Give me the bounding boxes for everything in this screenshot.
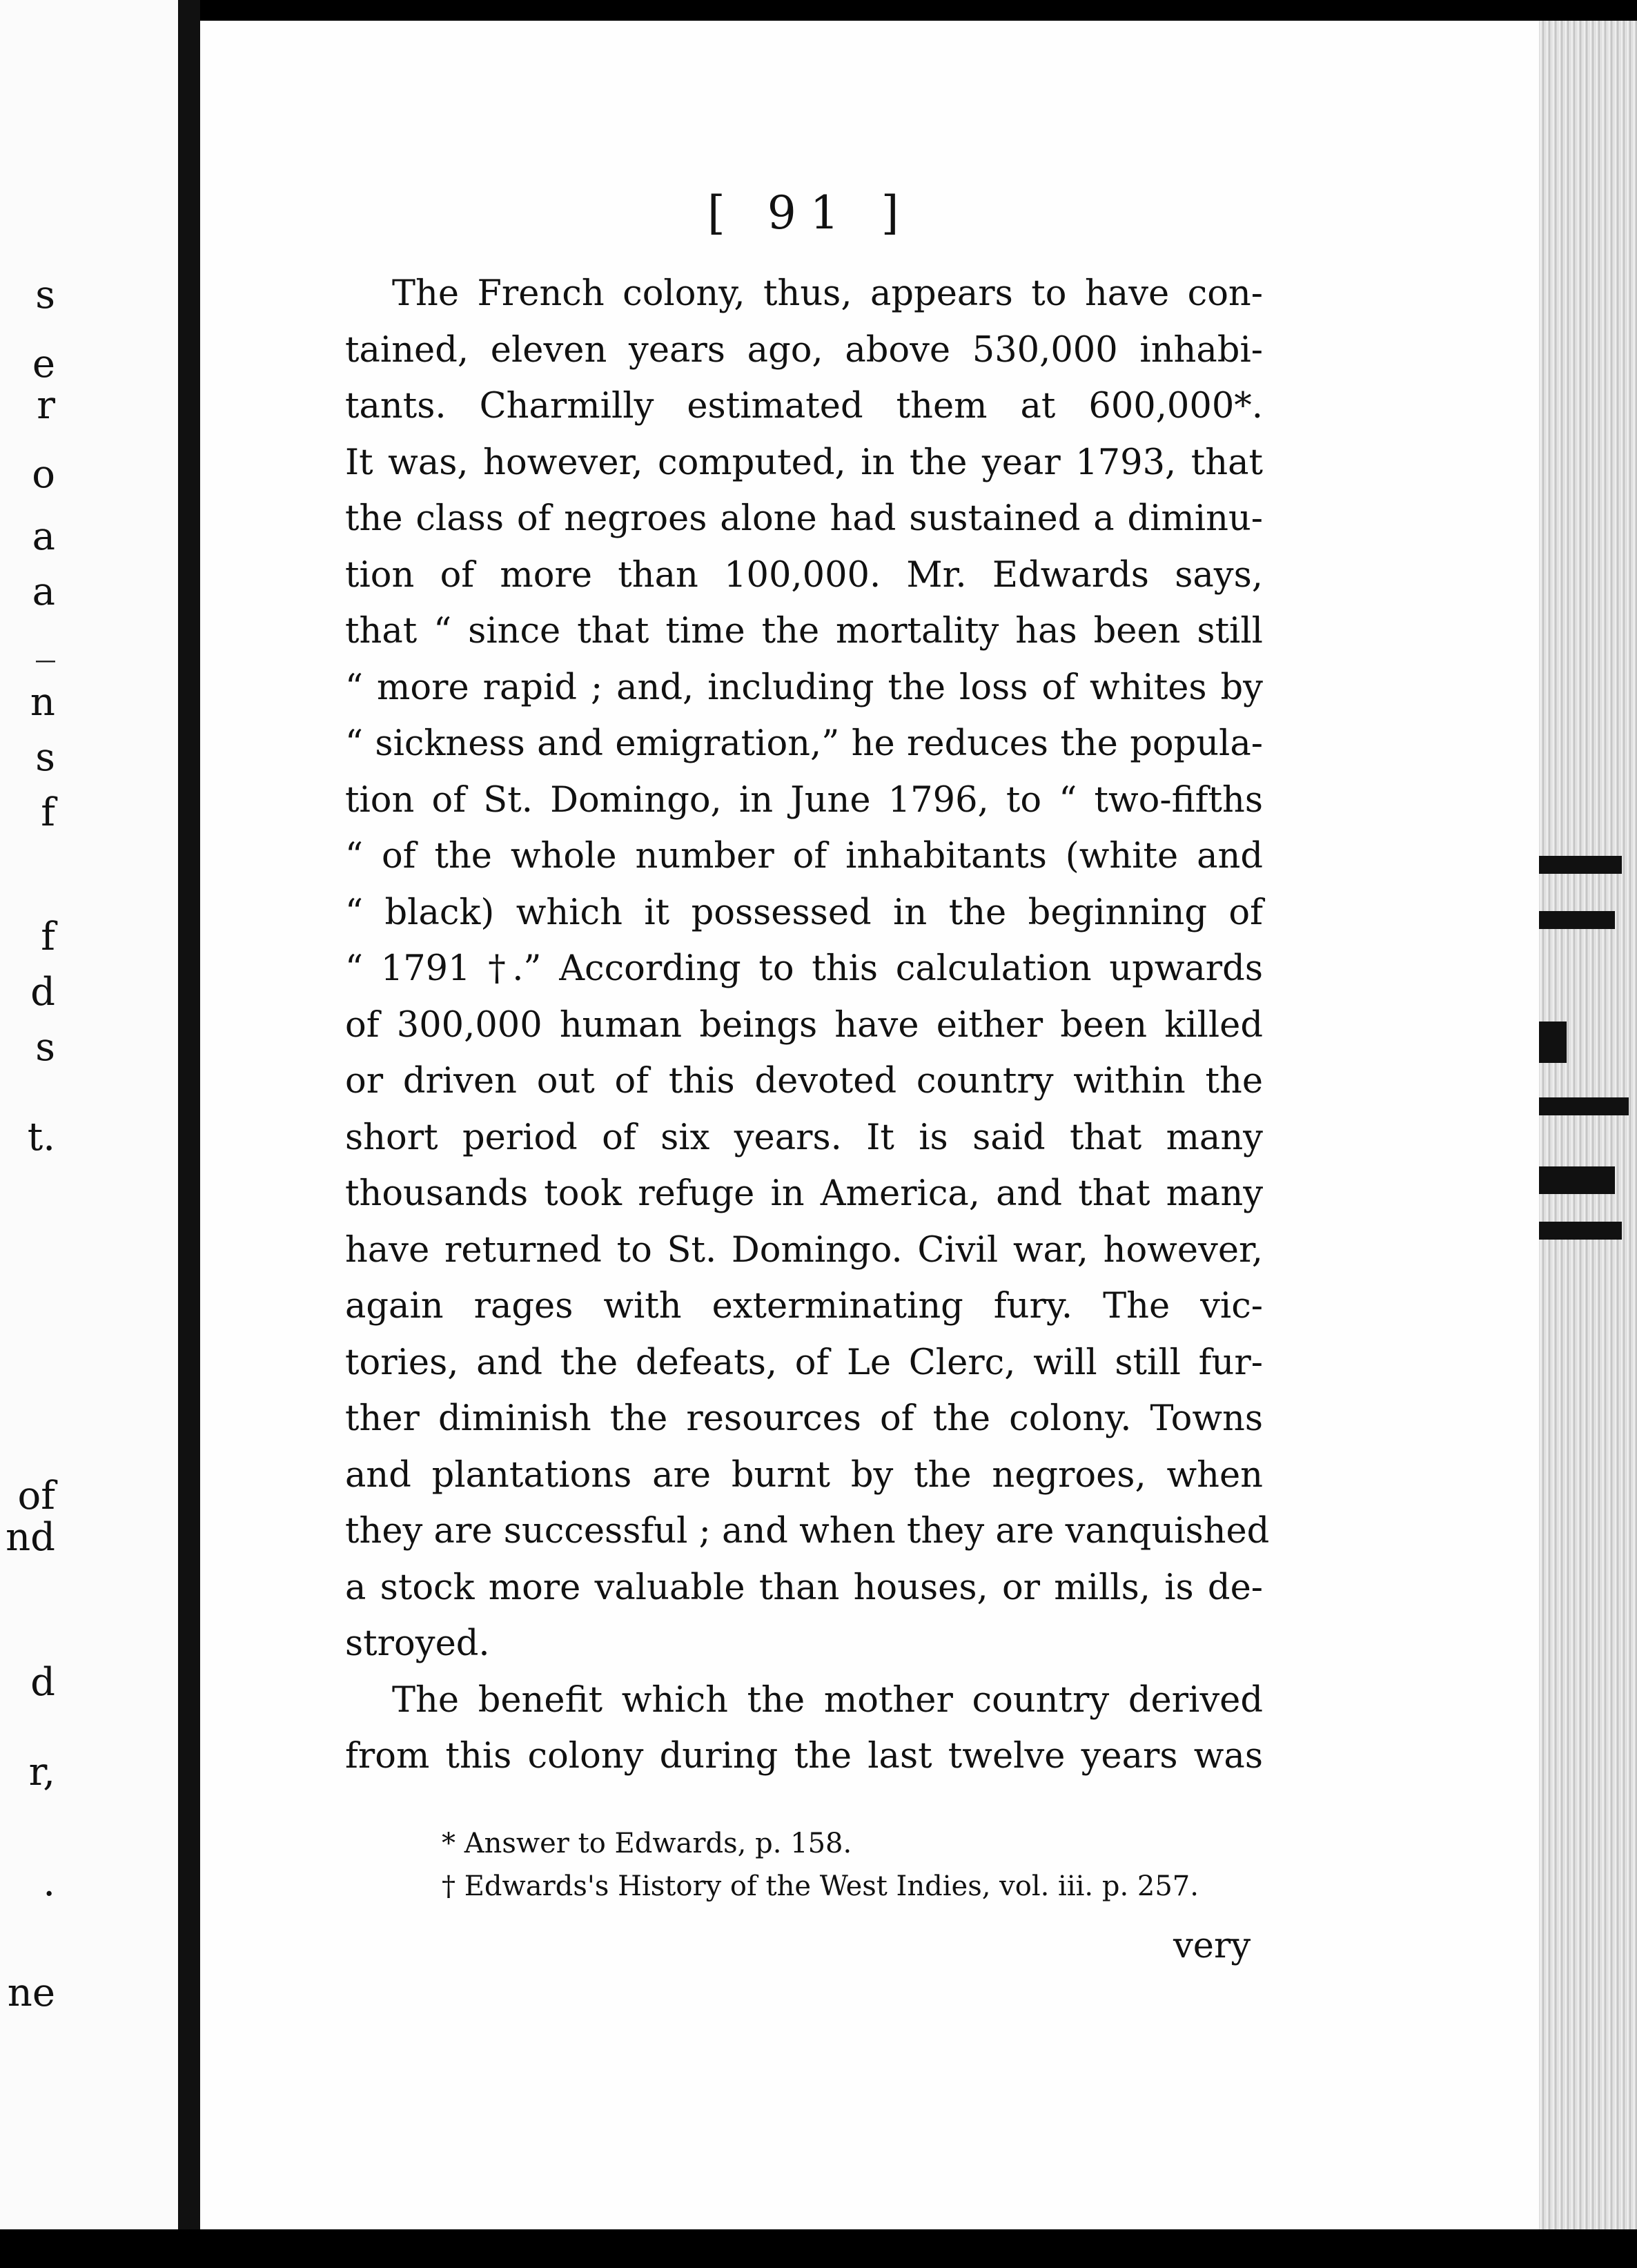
previous-page-fragment: o	[32, 452, 55, 497]
text-line: “ 1791 †.” According to this calculation upwards	[345, 948, 1263, 989]
previous-page-fragment: n	[30, 680, 55, 725]
text-line: It was, however, computed, in the year 1793, that	[345, 442, 1263, 483]
paragraph-2	[345, 1672, 1263, 1785]
previous-page-fragment: f	[41, 915, 55, 959]
text-line: tion of St. Domingo, in June 1796, to “ two-fifths	[345, 779, 1263, 821]
previous-page-fragment: a	[32, 569, 55, 614]
paragraph-1	[345, 266, 1270, 1672]
text-line: short period of six years. It is said that many	[345, 1117, 1263, 1158]
text-line: tants. Charmilly estimated them at 600,000*.	[345, 386, 1263, 427]
previous-page-fragment: s	[35, 735, 55, 780]
previous-page-fragment: s	[35, 273, 55, 317]
text-line: a stock more valuable than houses, or mills, is de-	[345, 1567, 1263, 1608]
previous-page-fragment: nd	[6, 1515, 55, 1560]
text-line: thousands took refuge in America, and that many	[345, 1173, 1263, 1214]
previous-page-fragment: .	[43, 1860, 55, 1905]
previous-page-fragment: _	[36, 618, 55, 663]
footnotes	[442, 1822, 1270, 1908]
book-spine	[178, 0, 200, 2268]
text-line: from this colony during the last twelve years was	[345, 1736, 1263, 1777]
text-line: they are successful ; and when they are vanquished	[345, 1511, 1270, 1552]
previous-page-fragment: d	[30, 1660, 55, 1705]
text-line: “ sickness and emigration,” he reduces the popula-	[345, 723, 1263, 764]
previous-page-fragment: of	[17, 1474, 55, 1518]
text-line: “ black) which it possessed in the beginning of	[345, 892, 1263, 933]
previous-page-fragment: a	[32, 514, 55, 559]
page-number-header: [ 91 ]	[707, 186, 913, 239]
text-line: ther diminish the resources of the colony. Towns	[345, 1398, 1263, 1439]
previous-page-fragment: r,	[28, 1750, 55, 1795]
text-line: or driven out of this devoted country within the	[345, 1061, 1263, 1102]
text-line: the class of negroes alone had sustained a diminu-	[345, 498, 1263, 539]
body-text	[345, 266, 1270, 1785]
text-line: “ of the whole number of inhabitants (white and	[345, 836, 1263, 877]
footnote: † Edwards's History of the West Indies, vol. iii. p. 257.	[442, 1870, 1199, 1902]
text-line: “ more rapid ; and, including the loss of whites by	[345, 667, 1263, 708]
previous-page-fragment: ne	[7, 1971, 55, 2015]
text-line: of 300,000 human beings have either been killed	[345, 1004, 1263, 1046]
previous-page-fragment: s	[35, 1025, 55, 1070]
text-line: tion of more than 100,000. Mr. Edwards says,	[345, 554, 1263, 596]
text-line: The French colony, thus, appears to have con-	[392, 273, 1263, 314]
previous-page-fragment: t.	[27, 1115, 55, 1160]
previous-page-fragment: d	[30, 970, 55, 1015]
footnote: * Answer to Edwards, p. 158.	[442, 1828, 852, 1859]
previous-page-fragment: f	[41, 790, 55, 835]
text-line: stroyed.	[345, 1623, 490, 1664]
text-line: that “ since that time the mortality has been still	[345, 611, 1263, 652]
text-line: have returned to St. Domingo. Civil war, however,	[345, 1229, 1263, 1271]
previous-page-margin	[0, 0, 178, 2268]
previous-page-fragment: r	[37, 383, 55, 428]
catchword: very	[1173, 1926, 1251, 1966]
page-edges	[1539, 21, 1637, 2229]
previous-page-fragment: e	[32, 342, 55, 387]
text-line: tained, eleven years ago, above 530,000 inhabi-	[345, 329, 1263, 371]
text-line: tories, and the defeats, of Le Clerc, will still fur-	[345, 1342, 1263, 1383]
text-line: and plantations are burnt by the negroes, when	[345, 1454, 1263, 1496]
text-line: again rages with exterminating fury. The vic-	[345, 1286, 1263, 1327]
scan-border	[0, 2229, 1637, 2268]
text-line: The benefit which the mother country derived	[392, 1679, 1263, 1721]
